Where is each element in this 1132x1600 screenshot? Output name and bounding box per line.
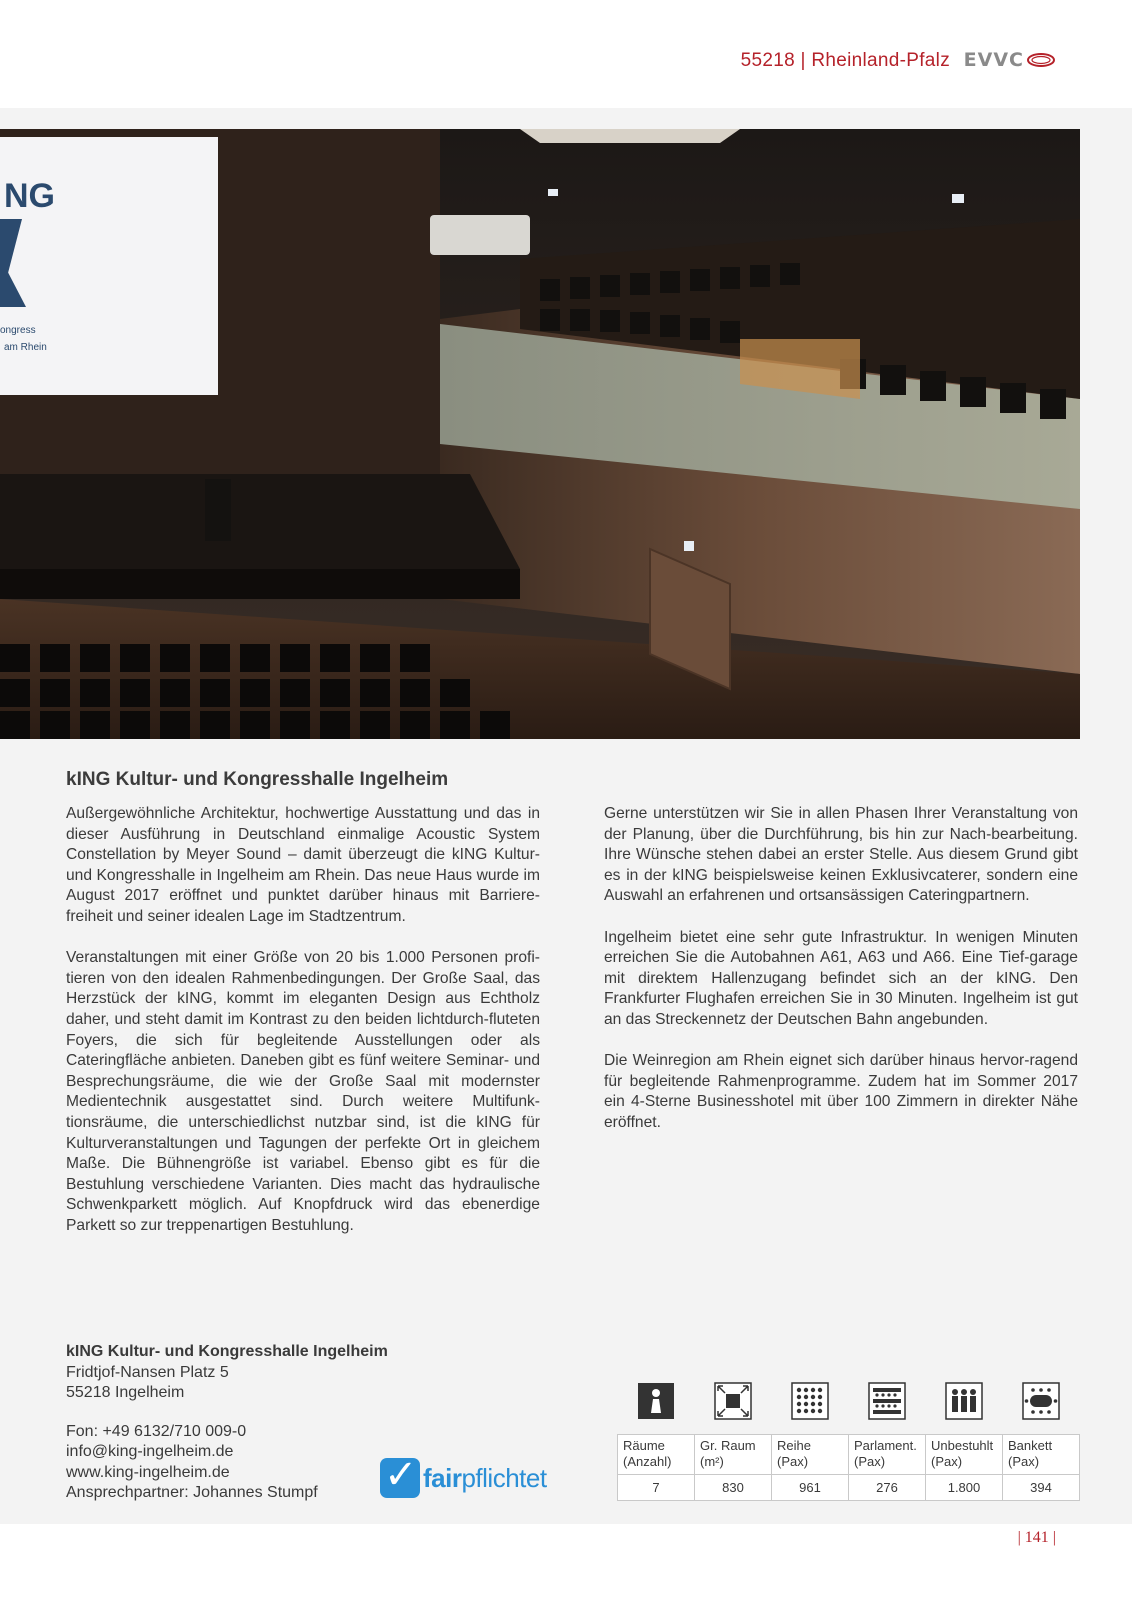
- capacity-header-cell: Reihe (Pax): [772, 1435, 849, 1475]
- capacity-value-cell: 7: [618, 1475, 695, 1501]
- fairpflichtet-text: fairpflichtet: [423, 1462, 547, 1493]
- screen-text-2: ongress: [0, 325, 36, 336]
- capacity-value-cell: 1.800: [926, 1475, 1003, 1501]
- hall-photo: [0, 129, 1080, 739]
- contact-person: Ansprechpartner: Johannes Stumpf: [66, 1484, 318, 1501]
- capacity-value-cell: 830: [695, 1475, 772, 1501]
- street-address: Fridtjof-Nansen Platz 5: [66, 1363, 229, 1381]
- paragraph: Ingelheim bietet eine sehr gute Infrastruktur. In wenigen Minuten erreichen Sie die Autobahnen A61, A63 und A66. Eine Tief-garage mit direktem Hallenzugang befindet sich an der kING. Den Frankfurter Flughafen erreichen Sie in 30 Minuten. Ingelheim ist gut an das Streckennetz der Deutschen Bahn angebunden.: [604, 928, 1078, 1028]
- article-title: kING Kultur- und Kongresshalle Ingelheim: [66, 769, 449, 790]
- capacity-header-cell: Bankett (Pax): [1003, 1435, 1080, 1475]
- evvc-logo: [964, 49, 1056, 71]
- venue-name: kING Kultur- und Kongresshalle Ingelheim: [66, 1343, 388, 1360]
- website-link[interactable]: www.king-ingelheim.de: [66, 1463, 230, 1481]
- capacity-table: [617, 1434, 1080, 1501]
- contact-block: [66, 1342, 388, 1504]
- email-link[interactable]: info@king-ingelheim.de: [66, 1443, 234, 1460]
- capacity-icons: [618, 1382, 1080, 1422]
- location-label: 55218 | Rheinland-Pfalz: [740, 50, 950, 71]
- capacity-header-cell: Unbestuhlt (Pax): [926, 1435, 1003, 1475]
- capacity-value-row: [618, 1475, 1080, 1501]
- article-column-right: [604, 804, 1078, 1154]
- parliament-seating-icon: [868, 1382, 906, 1420]
- fairpflichtet-logo: [380, 1452, 547, 1498]
- capacity-value-cell: 394: [1003, 1475, 1080, 1501]
- page-number: | 141 |: [1017, 1529, 1056, 1546]
- standing-icon: [945, 1382, 983, 1420]
- capacity-header-cell: Parlament. (Pax): [849, 1435, 926, 1475]
- capacity-header-row: [618, 1435, 1080, 1475]
- screen-text-3: am Rhein: [4, 342, 47, 353]
- paragraph: Gerne unterstützen wir Sie in allen Phasen Ihrer Veranstaltung von der Planung, über die Durchführung, bis hin zur Nach-bearbeitung. Ihre Wünsche stehen dabei an erster Stelle. Aus diesem Grund gibt es in der kING beispielsweise keinen Exklusivcaterer, sondern eine Auswahl an erfahrenen und ortsansässigen Cateringpartnern.: [604, 805, 1078, 905]
- row-seating-icon: [791, 1382, 829, 1420]
- rooms-icon: [637, 1382, 675, 1420]
- banquet-icon: [1022, 1382, 1060, 1420]
- checkmark-icon: ✓: [380, 1458, 420, 1498]
- page-header: [0, 0, 1132, 108]
- capacity-header-cell: Gr. Raum (m²): [695, 1435, 772, 1475]
- city-address: 55218 Ingelheim: [66, 1384, 185, 1401]
- paragraph: Außergewöhnliche Architektur, hochwertige Ausstattung und das in dieser Ausführung in Deutschland einmalige Acoustic System Constellation by Meyer Sound – damit überzeugt die kING Kultur- und Kongresshalle in Ingelheim am Rhein. Das neue Haus wurde im August 2017 eröffnet und punktet darüber hinaus mit Barriere-freiheit und seiner idealen Lage im Stadtzentrum.: [66, 805, 540, 925]
- room-size-icon: [714, 1382, 752, 1420]
- paragraph: Die Weinregion am Rhein eignet sich darüber hinaus hervor-ragend für begleitende Rahmenprogramme. Zudem hat im Sommer 2017 ein 4-Sterne Businesshotel mit über 100 Zimmern in direkter Nähe eröffnet.: [604, 1052, 1078, 1131]
- evvc-swirl-icon: [1026, 51, 1056, 69]
- phone-number: Fon: +49 6132/710 009-0: [66, 1422, 247, 1440]
- capacity-value-cell: 276: [849, 1475, 926, 1501]
- hall-illustration: [0, 129, 1080, 739]
- paragraph: Veranstaltungen mit einer Größe von 20 bis 1.000 Personen profi-tieren von den idealen Rahmenbedingungen. Der Große Saal, das Herzstück der kING, kommt im eleganten Design aus Echtholz daher, und steht damit im Kontrast zu den beiden lichtdurch-fluteten Foyers, die sich für begleitende Ausstellungen oder als Cateringfläche anbieten. Daneben gibt es fünf weitere Seminar- und Besprechungsräume, die wie der Große Saal mit modernster Medientechnik ausgestattet sind. Durch weitere Multifunk-tionsräume, die unterschiedlichst nutzbar sind, ist die kING für Kulturveranstaltungen und Tagungen der perfekte Ort in gleichem Maße. Die Bühnengröße ist variabel. Ebenso gibt es für die Bestuhlung verschiedene Varianten. Dies macht das hydraulische Schwenkparkett möglich. Auf Knopfdruck wird das ebenerdige Parkett so zur treppenartigen Bestuhlung.: [66, 949, 540, 1234]
- screen-text-1: NG: [4, 177, 55, 215]
- article-column-left: [66, 804, 540, 1257]
- capacity-header-cell: Räume (Anzahl): [618, 1435, 695, 1475]
- capacity-value-cell: 961: [772, 1475, 849, 1501]
- evvc-logo-text: EVVC: [963, 49, 1024, 71]
